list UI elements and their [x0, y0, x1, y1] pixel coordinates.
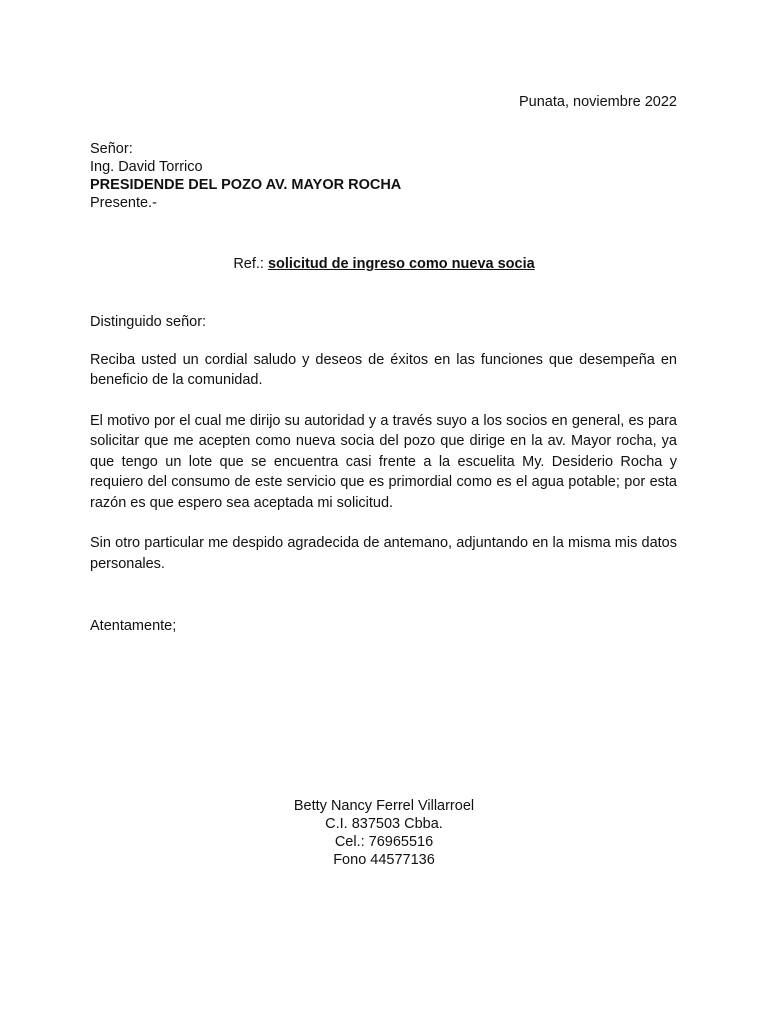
signature-block — [0, 797, 768, 869]
closing: Atentamente; — [90, 618, 177, 634]
greeting: Distinguido señor: — [90, 314, 207, 330]
body-paragraph-3: Sin otro particular me despido agradecida de antemano, adjuntando en la misma mis datos personales. — [90, 535, 677, 572]
signature-id: C.I. 837503 Cbba. — [325, 816, 443, 832]
signature-name: Betty Nancy Ferrel Villarroel — [293, 798, 475, 814]
signature-phone: Fono 44577136 — [333, 852, 435, 868]
reference-label: Ref.: — [233, 256, 268, 272]
body-paragraph-1: Reciba usted un cordial saludo y deseos de éxitos en las funciones que desempeña en beneficio de la comunidad. — [90, 351, 677, 388]
addressee-salutation-title: Señor: — [90, 141, 133, 157]
addressee-presente: Presente.- — [90, 195, 157, 211]
reference-subject: solicitud de ingreso como nueva socia — [267, 256, 535, 272]
addressee-position: PRESIDENDE DEL POZO AV. MAYOR ROCHA — [90, 177, 402, 193]
body-paragraph-2: El motivo por el cual me dirijo su autoridad y a través suyo a los socios en general, es para solicitar que me acepten como nueva socia del pozo que dirige en la av. Mayor rocha, ya que tengo un lote que se encuentra casi frente a la escuelita My. Desiderio Rocha y requiero del consumo de este servicio que es primordial como es el agua potable; por esta razón es que espero sea aceptada mi solicitud. — [90, 412, 677, 511]
letter-body — [90, 312, 677, 574]
addressee-block — [90, 140, 401, 212]
signature-cel: Cel.: 76965516 — [334, 834, 434, 850]
addressee-name: Ing. David Torrico — [90, 159, 203, 175]
reference-line — [0, 254, 768, 274]
letter-date: Punata, noviembre 2022 — [519, 94, 677, 110]
